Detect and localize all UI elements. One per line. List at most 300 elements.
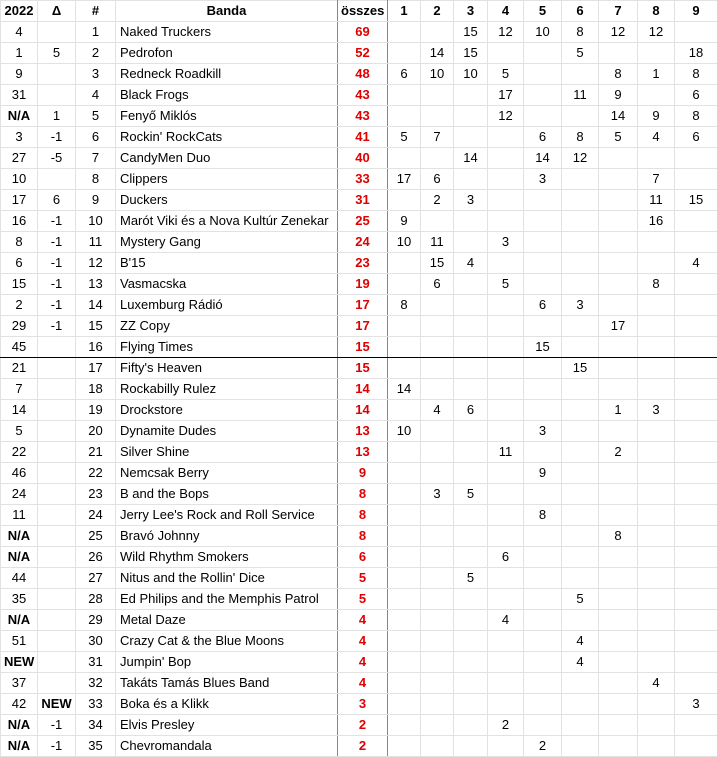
table-row[interactable] <box>1 43 717 64</box>
cell-round-2[interactable] <box>421 211 454 232</box>
cell-round-4[interactable] <box>488 295 524 316</box>
cell-2022[interactable]: N/A <box>1 715 38 736</box>
cell-round-1[interactable]: 5 <box>388 127 421 148</box>
cell-round-1[interactable] <box>388 610 421 631</box>
table-row[interactable] <box>1 400 717 421</box>
cell-round-9[interactable]: 18 <box>675 43 717 64</box>
cell-round-3[interactable] <box>454 106 488 127</box>
cell-band[interactable]: CandyMen Duo <box>116 148 338 169</box>
cell-round-3[interactable] <box>454 316 488 337</box>
cell-round-3[interactable]: 3 <box>454 190 488 211</box>
cell-total[interactable]: 25 <box>338 211 388 232</box>
cell-round-1[interactable] <box>388 274 421 295</box>
cell-round-9[interactable] <box>675 211 717 232</box>
cell-rank[interactable]: 20 <box>76 421 116 442</box>
cell-band[interactable]: Vasmacska <box>116 274 338 295</box>
cell-round-3[interactable]: 15 <box>454 22 488 43</box>
cell-round-7[interactable] <box>599 652 638 673</box>
cell-round-4[interactable] <box>488 463 524 484</box>
cell-round-4[interactable]: 4 <box>488 610 524 631</box>
cell-round-1[interactable] <box>388 631 421 652</box>
cell-total[interactable]: 9 <box>338 463 388 484</box>
cell-round-7[interactable] <box>599 232 638 253</box>
cell-rank[interactable]: 31 <box>76 652 116 673</box>
cell-2022[interactable]: 8 <box>1 232 38 253</box>
cell-band[interactable]: Metal Daze <box>116 610 338 631</box>
cell-round-3[interactable] <box>454 379 488 400</box>
cell-total[interactable]: 4 <box>338 631 388 652</box>
cell-round-1[interactable] <box>388 736 421 757</box>
cell-band[interactable]: Fifty's Heaven <box>116 358 338 379</box>
cell-round-9[interactable] <box>675 568 717 589</box>
cell-round-2[interactable]: 10 <box>421 64 454 85</box>
cell-2022[interactable]: 1 <box>1 43 38 64</box>
cell-round-9[interactable] <box>675 316 717 337</box>
cell-delta[interactable] <box>38 547 76 568</box>
cell-total[interactable]: 33 <box>338 169 388 190</box>
cell-round-8[interactable]: 8 <box>638 274 675 295</box>
cell-rank[interactable]: 24 <box>76 505 116 526</box>
cell-rank[interactable]: 27 <box>76 568 116 589</box>
cell-rank[interactable]: 30 <box>76 631 116 652</box>
cell-round-4[interactable]: 12 <box>488 22 524 43</box>
cell-delta[interactable]: -1 <box>38 232 76 253</box>
cell-round-1[interactable]: 10 <box>388 232 421 253</box>
cell-round-8[interactable]: 11 <box>638 190 675 211</box>
cell-round-5[interactable] <box>524 547 562 568</box>
table-row[interactable] <box>1 610 717 631</box>
cell-round-6[interactable] <box>562 316 599 337</box>
cell-round-1[interactable] <box>388 652 421 673</box>
cell-2022[interactable]: 10 <box>1 169 38 190</box>
cell-round-2[interactable]: 6 <box>421 169 454 190</box>
cell-round-8[interactable] <box>638 568 675 589</box>
cell-2022[interactable]: 6 <box>1 253 38 274</box>
cell-round-5[interactable]: 8 <box>524 505 562 526</box>
cell-2022[interactable]: 42 <box>1 694 38 715</box>
cell-rank[interactable]: 19 <box>76 400 116 421</box>
cell-round-3[interactable] <box>454 631 488 652</box>
cell-round-3[interactable] <box>454 337 488 358</box>
cell-round-6[interactable] <box>562 106 599 127</box>
cell-round-5[interactable] <box>524 379 562 400</box>
cell-delta[interactable] <box>38 652 76 673</box>
cell-delta[interactable] <box>38 85 76 106</box>
cell-round-7[interactable]: 14 <box>599 106 638 127</box>
cell-round-1[interactable] <box>388 526 421 547</box>
cell-delta[interactable] <box>38 169 76 190</box>
col-header-3[interactable]: 3 <box>454 1 488 22</box>
cell-total[interactable]: 17 <box>338 316 388 337</box>
cell-round-7[interactable] <box>599 505 638 526</box>
cell-round-2[interactable] <box>421 673 454 694</box>
cell-round-3[interactable] <box>454 715 488 736</box>
cell-round-2[interactable] <box>421 463 454 484</box>
cell-round-4[interactable] <box>488 358 524 379</box>
cell-round-1[interactable] <box>388 106 421 127</box>
cell-round-5[interactable] <box>524 253 562 274</box>
cell-round-4[interactable] <box>488 736 524 757</box>
cell-round-5[interactable] <box>524 694 562 715</box>
col-header-rank[interactable]: # <box>76 1 116 22</box>
table-row[interactable] <box>1 337 717 358</box>
cell-round-9[interactable]: 6 <box>675 85 717 106</box>
cell-round-9[interactable] <box>675 232 717 253</box>
cell-rank[interactable]: 6 <box>76 127 116 148</box>
cell-band[interactable]: Jerry Lee's Rock and Roll Service <box>116 505 338 526</box>
cell-round-5[interactable] <box>524 211 562 232</box>
cell-round-8[interactable]: 7 <box>638 169 675 190</box>
cell-round-3[interactable] <box>454 169 488 190</box>
cell-rank[interactable]: 25 <box>76 526 116 547</box>
cell-round-5[interactable]: 3 <box>524 169 562 190</box>
cell-2022[interactable]: 35 <box>1 589 38 610</box>
cell-delta[interactable]: 5 <box>38 43 76 64</box>
cell-rank[interactable]: 1 <box>76 22 116 43</box>
cell-round-7[interactable] <box>599 736 638 757</box>
cell-round-6[interactable] <box>562 64 599 85</box>
cell-rank[interactable]: 32 <box>76 673 116 694</box>
cell-total[interactable]: 48 <box>338 64 388 85</box>
cell-round-2[interactable] <box>421 295 454 316</box>
cell-band[interactable]: Wild Rhythm Smokers <box>116 547 338 568</box>
cell-delta[interactable]: 6 <box>38 190 76 211</box>
cell-2022[interactable]: 3 <box>1 127 38 148</box>
cell-round-6[interactable] <box>562 568 599 589</box>
cell-round-5[interactable] <box>524 232 562 253</box>
cell-round-6[interactable] <box>562 547 599 568</box>
cell-round-8[interactable] <box>638 379 675 400</box>
cell-round-4[interactable] <box>488 43 524 64</box>
cell-round-8[interactable]: 9 <box>638 106 675 127</box>
cell-round-3[interactable] <box>454 652 488 673</box>
cell-round-4[interactable] <box>488 694 524 715</box>
cell-round-7[interactable]: 12 <box>599 22 638 43</box>
cell-round-8[interactable] <box>638 505 675 526</box>
cell-2022[interactable]: 29 <box>1 316 38 337</box>
col-header-band[interactable]: Banda <box>116 1 338 22</box>
cell-round-3[interactable] <box>454 547 488 568</box>
cell-band[interactable]: Flying Times <box>116 337 338 358</box>
cell-band[interactable]: Drockstore <box>116 400 338 421</box>
cell-2022[interactable]: 45 <box>1 337 38 358</box>
cell-round-2[interactable] <box>421 505 454 526</box>
cell-delta[interactable] <box>38 673 76 694</box>
table-row[interactable] <box>1 421 717 442</box>
cell-round-3[interactable] <box>454 295 488 316</box>
cell-round-9[interactable] <box>675 463 717 484</box>
cell-round-5[interactable] <box>524 715 562 736</box>
cell-round-7[interactable] <box>599 610 638 631</box>
cell-round-2[interactable]: 15 <box>421 253 454 274</box>
cell-2022[interactable]: 44 <box>1 568 38 589</box>
cell-round-1[interactable] <box>388 463 421 484</box>
cell-rank[interactable]: 34 <box>76 715 116 736</box>
cell-round-6[interactable] <box>562 694 599 715</box>
cell-round-4[interactable] <box>488 400 524 421</box>
col-header-9[interactable]: 9 <box>675 1 717 22</box>
cell-round-7[interactable] <box>599 421 638 442</box>
cell-round-7[interactable] <box>599 337 638 358</box>
cell-round-6[interactable] <box>562 442 599 463</box>
table-row[interactable] <box>1 358 717 379</box>
cell-round-2[interactable] <box>421 379 454 400</box>
cell-rank[interactable]: 33 <box>76 694 116 715</box>
cell-round-2[interactable]: 2 <box>421 190 454 211</box>
table-row[interactable] <box>1 190 717 211</box>
cell-round-9[interactable] <box>675 673 717 694</box>
cell-round-1[interactable] <box>388 22 421 43</box>
cell-delta[interactable]: -1 <box>38 211 76 232</box>
table-row[interactable] <box>1 463 717 484</box>
table-row[interactable] <box>1 484 717 505</box>
cell-round-4[interactable]: 5 <box>488 64 524 85</box>
cell-band[interactable]: Clippers <box>116 169 338 190</box>
cell-delta[interactable]: -1 <box>38 295 76 316</box>
cell-round-9[interactable] <box>675 337 717 358</box>
cell-round-2[interactable]: 6 <box>421 274 454 295</box>
cell-band[interactable]: Nitus and the Rollin' Dice <box>116 568 338 589</box>
cell-rank[interactable]: 4 <box>76 85 116 106</box>
cell-round-5[interactable]: 3 <box>524 421 562 442</box>
cell-round-8[interactable] <box>638 526 675 547</box>
cell-round-9[interactable] <box>675 631 717 652</box>
cell-band[interactable]: B and the Bops <box>116 484 338 505</box>
cell-round-1[interactable] <box>388 694 421 715</box>
table-row[interactable] <box>1 736 717 757</box>
cell-rank[interactable]: 3 <box>76 64 116 85</box>
cell-round-9[interactable] <box>675 505 717 526</box>
cell-round-9[interactable]: 3 <box>675 694 717 715</box>
cell-2022[interactable]: NEW <box>1 652 38 673</box>
cell-total[interactable]: 19 <box>338 274 388 295</box>
cell-round-1[interactable] <box>388 568 421 589</box>
cell-delta[interactable] <box>38 526 76 547</box>
cell-delta[interactable] <box>38 358 76 379</box>
cell-band[interactable]: Ed Philips and the Memphis Patrol <box>116 589 338 610</box>
cell-round-1[interactable] <box>388 715 421 736</box>
cell-round-3[interactable] <box>454 589 488 610</box>
table-row[interactable] <box>1 106 717 127</box>
cell-round-1[interactable] <box>388 190 421 211</box>
cell-delta[interactable] <box>38 505 76 526</box>
table-row[interactable] <box>1 589 717 610</box>
col-header-8[interactable]: 8 <box>638 1 675 22</box>
cell-rank[interactable]: 13 <box>76 274 116 295</box>
cell-round-4[interactable] <box>488 190 524 211</box>
cell-rank[interactable]: 2 <box>76 43 116 64</box>
table-row[interactable] <box>1 253 717 274</box>
cell-band[interactable]: ZZ Copy <box>116 316 338 337</box>
cell-band[interactable]: B'15 <box>116 253 338 274</box>
cell-round-9[interactable]: 6 <box>675 127 717 148</box>
cell-round-2[interactable] <box>421 694 454 715</box>
table-row[interactable] <box>1 22 717 43</box>
cell-round-6[interactable] <box>562 337 599 358</box>
cell-round-5[interactable] <box>524 631 562 652</box>
cell-round-2[interactable] <box>421 337 454 358</box>
cell-round-1[interactable] <box>388 337 421 358</box>
col-header-4[interactable]: 4 <box>488 1 524 22</box>
cell-rank[interactable]: 16 <box>76 337 116 358</box>
cell-delta[interactable]: -1 <box>38 316 76 337</box>
cell-round-1[interactable] <box>388 589 421 610</box>
cell-round-6[interactable] <box>562 736 599 757</box>
cell-round-4[interactable]: 6 <box>488 547 524 568</box>
cell-round-7[interactable]: 8 <box>599 526 638 547</box>
cell-band[interactable]: Black Frogs <box>116 85 338 106</box>
cell-total[interactable]: 15 <box>338 358 388 379</box>
cell-round-7[interactable] <box>599 295 638 316</box>
cell-2022[interactable]: N/A <box>1 526 38 547</box>
cell-round-2[interactable]: 7 <box>421 127 454 148</box>
cell-round-4[interactable] <box>488 316 524 337</box>
cell-rank[interactable]: 29 <box>76 610 116 631</box>
cell-round-1[interactable]: 14 <box>388 379 421 400</box>
cell-round-8[interactable] <box>638 631 675 652</box>
cell-round-3[interactable] <box>454 673 488 694</box>
cell-round-5[interactable] <box>524 106 562 127</box>
cell-round-3[interactable] <box>454 127 488 148</box>
cell-total[interactable]: 41 <box>338 127 388 148</box>
cell-round-3[interactable]: 10 <box>454 64 488 85</box>
cell-round-5[interactable] <box>524 568 562 589</box>
cell-round-6[interactable]: 12 <box>562 148 599 169</box>
cell-delta[interactable]: -1 <box>38 127 76 148</box>
cell-total[interactable]: 6 <box>338 547 388 568</box>
cell-total[interactable]: 17 <box>338 295 388 316</box>
cell-round-4[interactable]: 5 <box>488 274 524 295</box>
cell-band[interactable]: Rockin' RockCats <box>116 127 338 148</box>
cell-round-6[interactable] <box>562 610 599 631</box>
table-row[interactable] <box>1 631 717 652</box>
table-row[interactable] <box>1 211 717 232</box>
cell-round-5[interactable] <box>524 589 562 610</box>
cell-total[interactable]: 15 <box>338 337 388 358</box>
cell-round-6[interactable] <box>562 715 599 736</box>
cell-round-7[interactable]: 1 <box>599 400 638 421</box>
cell-round-7[interactable] <box>599 211 638 232</box>
cell-round-8[interactable] <box>638 316 675 337</box>
cell-total[interactable]: 5 <box>338 568 388 589</box>
cell-round-2[interactable] <box>421 631 454 652</box>
cell-2022[interactable]: N/A <box>1 547 38 568</box>
cell-round-6[interactable] <box>562 421 599 442</box>
cell-2022[interactable]: 9 <box>1 64 38 85</box>
cell-round-3[interactable] <box>454 274 488 295</box>
cell-round-6[interactable]: 5 <box>562 589 599 610</box>
cell-rank[interactable]: 12 <box>76 253 116 274</box>
cell-round-1[interactable] <box>388 400 421 421</box>
cell-rank[interactable]: 10 <box>76 211 116 232</box>
cell-round-5[interactable]: 15 <box>524 337 562 358</box>
cell-round-9[interactable] <box>675 421 717 442</box>
cell-round-6[interactable] <box>562 400 599 421</box>
cell-round-3[interactable]: 15 <box>454 43 488 64</box>
cell-round-8[interactable] <box>638 547 675 568</box>
cell-round-8[interactable] <box>638 589 675 610</box>
cell-total[interactable]: 2 <box>338 715 388 736</box>
cell-round-3[interactable]: 4 <box>454 253 488 274</box>
table-row[interactable] <box>1 274 717 295</box>
cell-round-3[interactable] <box>454 463 488 484</box>
cell-total[interactable]: 3 <box>338 694 388 715</box>
cell-delta[interactable]: -1 <box>38 715 76 736</box>
cell-band[interactable]: Bravó Johnny <box>116 526 338 547</box>
cell-band[interactable]: Nemcsak Berry <box>116 463 338 484</box>
cell-round-7[interactable]: 5 <box>599 127 638 148</box>
cell-round-3[interactable]: 14 <box>454 148 488 169</box>
cell-round-3[interactable] <box>454 211 488 232</box>
cell-round-9[interactable] <box>675 526 717 547</box>
cell-2022[interactable]: 31 <box>1 85 38 106</box>
col-header-total[interactable]: összes <box>338 1 388 22</box>
cell-round-2[interactable] <box>421 442 454 463</box>
cell-round-4[interactable] <box>488 421 524 442</box>
cell-round-8[interactable] <box>638 652 675 673</box>
cell-total[interactable]: 23 <box>338 253 388 274</box>
cell-round-4[interactable] <box>488 253 524 274</box>
cell-rank[interactable]: 14 <box>76 295 116 316</box>
cell-round-4[interactable] <box>488 169 524 190</box>
col-header-2[interactable]: 2 <box>421 1 454 22</box>
cell-round-2[interactable]: 11 <box>421 232 454 253</box>
cell-total[interactable]: 8 <box>338 526 388 547</box>
cell-band[interactable]: Dynamite Dudes <box>116 421 338 442</box>
cell-rank[interactable]: 9 <box>76 190 116 211</box>
cell-round-2[interactable] <box>421 589 454 610</box>
cell-round-8[interactable] <box>638 232 675 253</box>
cell-rank[interactable]: 23 <box>76 484 116 505</box>
cell-2022[interactable]: 22 <box>1 442 38 463</box>
cell-round-8[interactable] <box>638 358 675 379</box>
cell-rank[interactable]: 22 <box>76 463 116 484</box>
cell-delta[interactable] <box>38 568 76 589</box>
table-row[interactable] <box>1 673 717 694</box>
cell-round-8[interactable] <box>638 484 675 505</box>
cell-round-2[interactable] <box>421 736 454 757</box>
cell-round-6[interactable]: 4 <box>562 652 599 673</box>
cell-round-6[interactable]: 3 <box>562 295 599 316</box>
cell-rank[interactable]: 17 <box>76 358 116 379</box>
cell-round-4[interactable] <box>488 211 524 232</box>
cell-round-8[interactable]: 1 <box>638 64 675 85</box>
cell-round-8[interactable] <box>638 421 675 442</box>
cell-round-9[interactable] <box>675 22 717 43</box>
cell-band[interactable]: Rockabilly Rulez <box>116 379 338 400</box>
cell-2022[interactable]: 51 <box>1 631 38 652</box>
col-header-1[interactable]: 1 <box>388 1 421 22</box>
cell-round-1[interactable] <box>388 358 421 379</box>
cell-round-7[interactable] <box>599 169 638 190</box>
cell-round-3[interactable] <box>454 442 488 463</box>
cell-round-4[interactable] <box>488 673 524 694</box>
cell-round-9[interactable]: 4 <box>675 253 717 274</box>
cell-round-9[interactable] <box>675 589 717 610</box>
table-row[interactable] <box>1 85 717 106</box>
cell-round-8[interactable] <box>638 442 675 463</box>
cell-round-7[interactable] <box>599 484 638 505</box>
cell-rank[interactable]: 15 <box>76 316 116 337</box>
cell-round-7[interactable] <box>599 694 638 715</box>
cell-round-6[interactable]: 8 <box>562 127 599 148</box>
cell-round-8[interactable] <box>638 694 675 715</box>
cell-round-1[interactable] <box>388 253 421 274</box>
cell-round-8[interactable] <box>638 43 675 64</box>
cell-round-4[interactable]: 12 <box>488 106 524 127</box>
table-row[interactable] <box>1 64 717 85</box>
cell-2022[interactable]: 4 <box>1 22 38 43</box>
